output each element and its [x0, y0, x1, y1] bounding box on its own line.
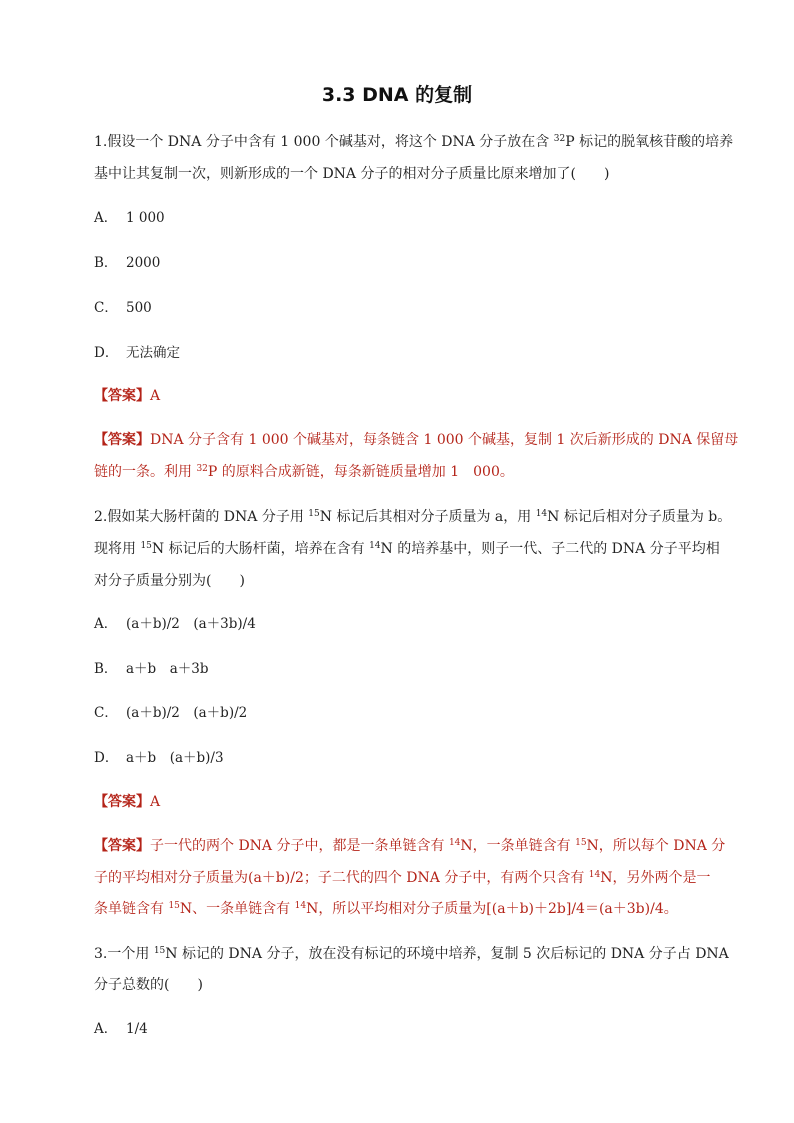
- option-letter: C．: [94, 705, 118, 721]
- text-segment: N，一条单链含有: [460, 838, 576, 854]
- question-2-explanation-line-2: [94, 868, 714, 888]
- text-segment: N 标记的 DNA 分子，放在没有标记的环境中培养，复制 5 次后标记的 DNA 分子占 DNA: [165, 946, 729, 962]
- text-segment: DNA 分子含有 1 000 个碱基对，每条链含 1 000 个碱基，复制 1 次后新形成的 DNA 保留母: [150, 432, 739, 448]
- option-letter: A．: [94, 210, 118, 226]
- superscript: 14: [369, 541, 381, 551]
- text-segment: P 标记的脱氧核苷酸的培养: [565, 134, 734, 150]
- option-text: a＋b a＋3b: [126, 661, 209, 677]
- option-text: 2000: [126, 255, 161, 271]
- superscript: 14: [448, 838, 461, 848]
- option-letter: D．: [94, 750, 119, 766]
- text-segment: P 的原料合成新链，每条新链质量增加 1 000。: [207, 464, 514, 480]
- question-2-line-1: [94, 507, 732, 527]
- question-1-explanation-line-1: [94, 430, 739, 450]
- text-segment: N、一条单链含有: [179, 901, 295, 917]
- option-text: (a＋b)/2 (a＋b)/2: [126, 705, 248, 721]
- option-letter: A．: [94, 616, 118, 632]
- text-segment: 子一代的两个 DNA 分子中，都是一条单链含有: [150, 838, 449, 854]
- question-2-line-2: [94, 539, 720, 559]
- superscript: 15: [575, 838, 587, 848]
- option-text: 500: [126, 300, 152, 316]
- question-2-explanation-line-3: [94, 899, 714, 919]
- question-1-answer: [94, 386, 714, 406]
- option-text: 1/4: [126, 1021, 148, 1037]
- question-2-option-b: [94, 659, 208, 679]
- text-segment: 3.一个用: [94, 946, 154, 962]
- text-segment: N，所以平均相对分子质量为[(a＋b)＋2b]/4＝(a＋3b)/4。: [306, 901, 678, 917]
- question-2-answer: [94, 792, 714, 812]
- text-segment: 子的平均相对分子质量为(a＋b)/2；子二代的四个 DNA 分子中，有两个只含有: [94, 870, 589, 886]
- explanation-tag: 【答案】: [94, 838, 150, 854]
- text-segment: N，另外两个是一: [600, 870, 711, 886]
- option-text: 无法确定: [126, 345, 180, 361]
- question-1-option-b: [94, 253, 160, 273]
- text-segment: 现将用: [94, 541, 141, 557]
- text-segment: N 标记后相对分子质量为 b。: [547, 509, 732, 525]
- option-text: 1 000: [126, 210, 165, 226]
- superscript: 15: [153, 946, 166, 956]
- question-1-option-d: [94, 343, 180, 363]
- text-segment: N 的培养基中，则子一代、子二代的 DNA 分子平均相: [380, 541, 720, 557]
- answer-value: A: [150, 794, 161, 810]
- question-1-line-1: [94, 132, 734, 152]
- text-segment: N 标记后的大肠杆菌，培养在含有: [151, 541, 370, 557]
- question-2-line-3: 对分子质量分别为( ): [94, 573, 245, 589]
- option-text: (a＋b)/2 (a＋3b)/4: [126, 616, 256, 632]
- superscript: 32: [196, 464, 208, 474]
- question-1-explanation-line-2: [94, 462, 714, 482]
- question-3-line-1: [94, 944, 729, 964]
- explanation-tag: 【答案】: [94, 432, 150, 448]
- option-letter: B．: [94, 661, 118, 677]
- text-segment: N 标记后其相对分子质量为 a，用: [319, 509, 536, 525]
- text-segment: 1.假设一个 DNA 分子中含有 1 000 个碱基对，将这个 DNA 分子放在含: [94, 134, 554, 150]
- answer-tag: 【答案】: [94, 388, 150, 404]
- option-letter: A．: [94, 1021, 118, 1037]
- answer-tag: 【答案】: [94, 794, 150, 810]
- option-letter: B．: [94, 255, 118, 271]
- question-3-line-2: 分子总数的( ): [94, 977, 203, 993]
- superscript: 14: [588, 870, 601, 880]
- question-2-option-a: [94, 614, 256, 634]
- question-2-option-d: [94, 748, 224, 768]
- option-letter: C．: [94, 300, 118, 316]
- superscript: 15: [168, 901, 180, 911]
- superscript: 32: [553, 134, 566, 144]
- superscript: 15: [308, 509, 320, 519]
- question-1-line-2: 基中让其复制一次，则新形成的一个 DNA 分子的相对分子质量比原来增加了( ): [94, 166, 610, 182]
- option-letter: D．: [94, 345, 119, 361]
- page-title: 3.3 DNA 的复制: [321, 84, 473, 106]
- text-segment: 2.假如某大肠杆菌的 DNA 分子用: [94, 509, 309, 525]
- text-segment: 条单链含有: [94, 901, 169, 917]
- question-2-explanation-line-1: [94, 836, 726, 856]
- question-1-option-c: [94, 298, 152, 318]
- superscript: 15: [140, 541, 152, 551]
- superscript: 14: [535, 509, 548, 519]
- text-segment: N，所以每个 DNA 分: [586, 838, 726, 854]
- answer-value: A: [150, 388, 161, 404]
- question-3-option-a: [94, 1019, 148, 1039]
- text-segment: 链的一条。利用: [94, 464, 197, 480]
- question-2-option-c: [94, 703, 247, 723]
- question-1-option-a: [94, 208, 165, 228]
- superscript: 14: [294, 901, 307, 911]
- option-text: a＋b (a＋b)/3: [126, 750, 224, 766]
